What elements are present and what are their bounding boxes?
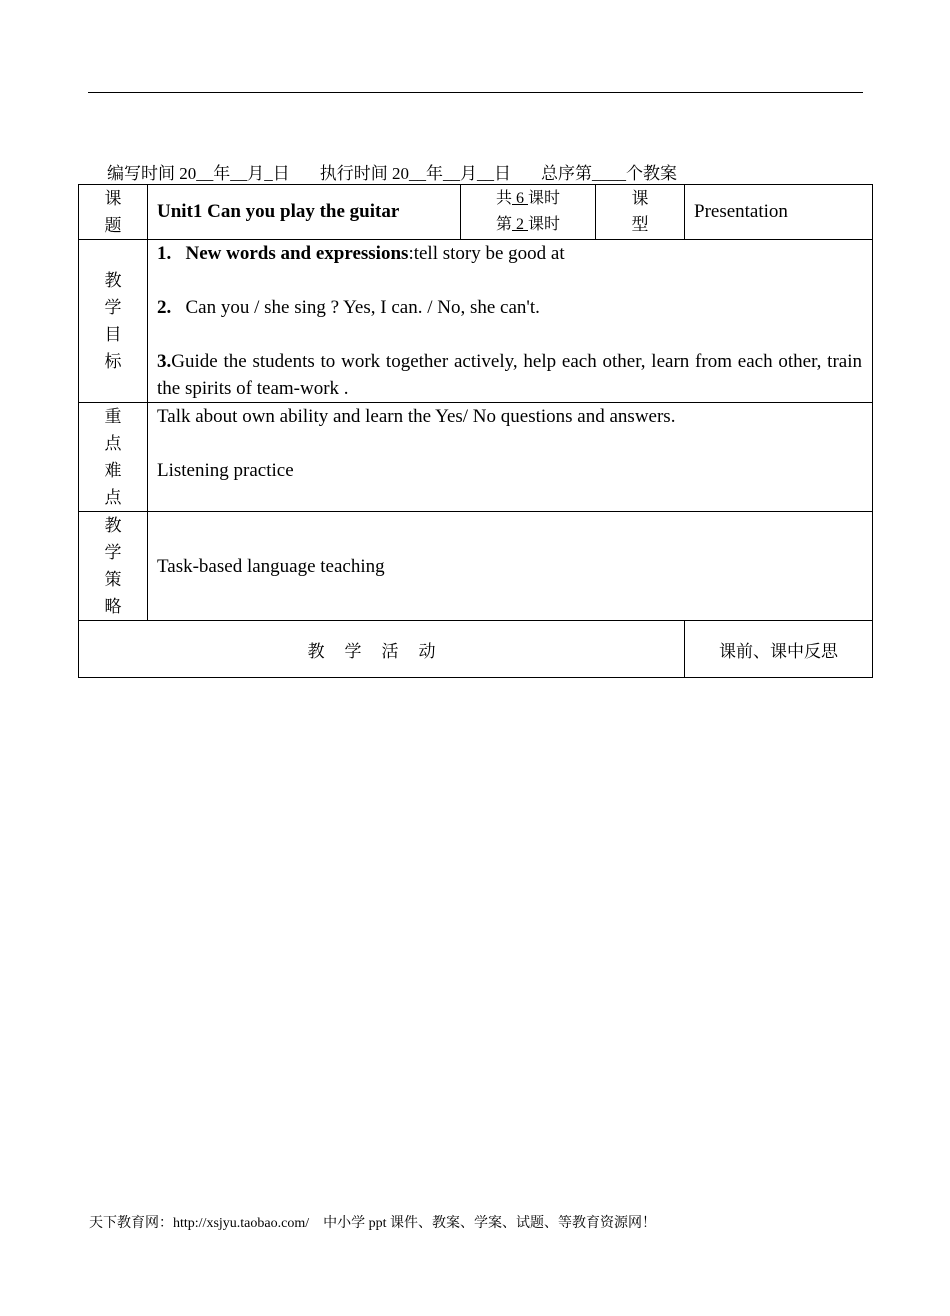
lesson-title: Unit1 Can you play the guitar <box>148 185 461 240</box>
topic-label: 课 题 <box>79 185 148 240</box>
type-label: 课 型 <box>596 185 685 240</box>
key-point-1: Talk about own ability and learn the Yes/ No questions and answers. <box>157 406 676 427</box>
objective-1: 1. New words and expressions:tell story be good at <box>157 243 565 264</box>
total-lessons: 共 6 课时 <box>495 190 561 207</box>
objective-2: 2. Can you / she sing ? Yes, I can. / No, she can't. <box>157 297 540 318</box>
reflection-label: 课前、课中反思 <box>685 621 873 678</box>
strategy-label: 教 学 策 略 <box>79 512 148 621</box>
objectives-content <box>148 240 873 403</box>
lesson-count <box>461 185 596 240</box>
key-point-2: Listening practice <box>157 460 294 481</box>
key-points-row <box>79 403 873 512</box>
key-points-label: 重 点 难 点 <box>79 403 148 512</box>
sequence-number: 总序第____个教案 <box>541 164 677 183</box>
objective-3: 3.Guide the students to work together actively, help each other, learn from each other, train the spirits of team-work . <box>157 351 862 399</box>
current-lesson: 第 2 课时 <box>495 216 561 233</box>
objectives-row <box>79 240 873 403</box>
strategy-content: Task-based language teaching <box>148 512 873 621</box>
header-rule <box>88 92 863 93</box>
lesson-plan-table <box>78 184 873 678</box>
key-points-content <box>148 403 873 512</box>
lesson-type: Presentation <box>685 185 873 240</box>
activity-label: 教学活动 <box>79 621 685 678</box>
footer-text: 天下教育网：http://xsjyu.taobao.com/ 中小学 ppt 课件、教案、学案、试题、等教育资源网！ <box>89 1216 656 1231</box>
objectives-label: 教 学 目 标 <box>79 240 148 403</box>
meta-line <box>107 159 707 184</box>
strategy-row <box>79 512 873 621</box>
exec-time: 执行时间 20__年__月__日 <box>319 164 511 183</box>
activity-row <box>79 621 873 678</box>
header-row <box>79 185 873 240</box>
write-time: 编写时间 20__年__月_日 <box>107 164 290 183</box>
